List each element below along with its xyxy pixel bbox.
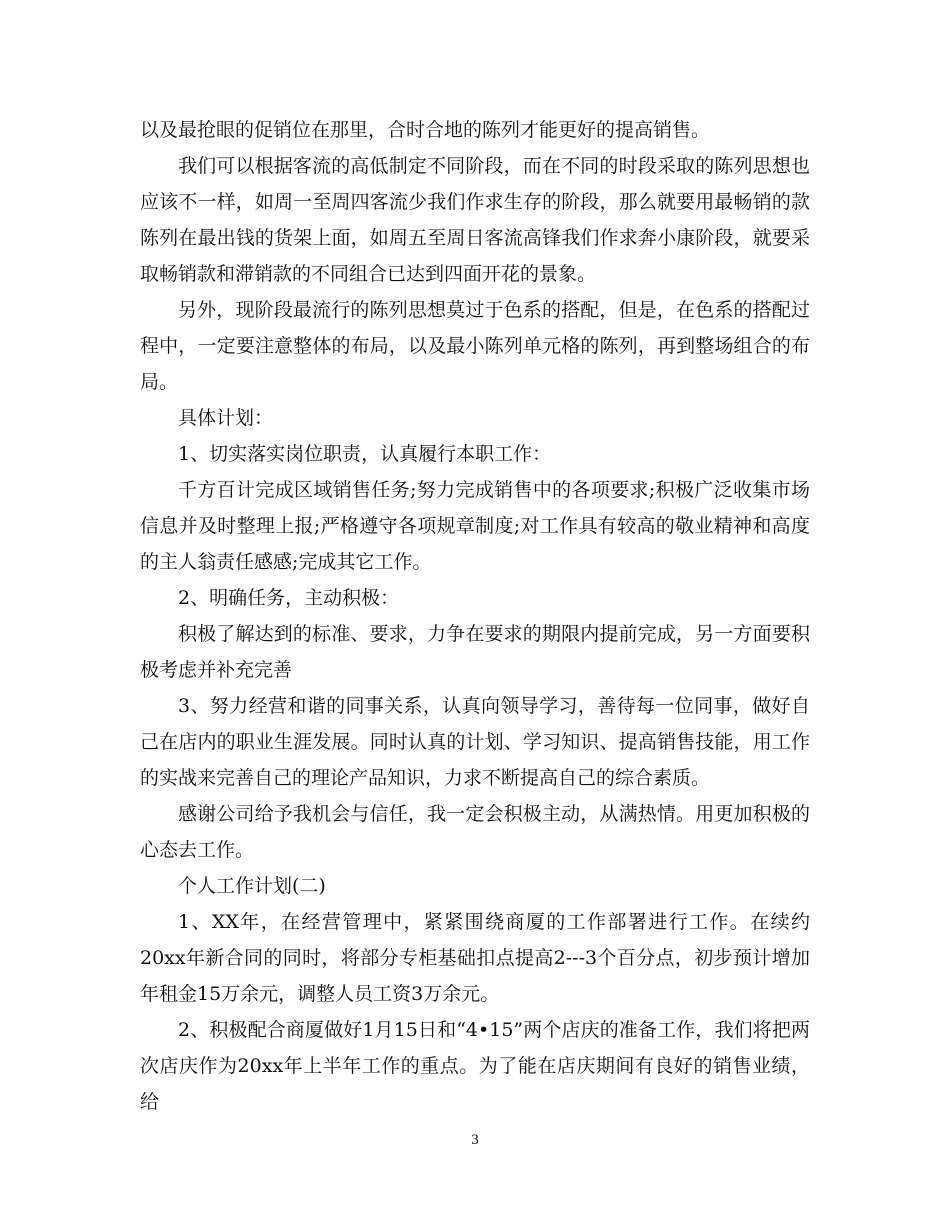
plan-two-item-2: 2、积极配合商厦做好1月15日和“4•15”两个店庆的准备工作，我们将把两次店庆作为20xx年上半年工作的重点。为了能在店庆期间有良好的销售业绩，给 xyxy=(140,1019,810,1113)
paragraph-continuation: 以及最抢眼的促销位在那里，合时合地的陈列才能更好的提高销售。 xyxy=(140,119,711,141)
paragraph-display-strategy: 我们可以根据客流的高低制定不同阶段，而在不同的时段采取的陈列思想也应该不一样，如周一至周四客流少我们作求生存的阶段，那么就要用最畅销的款陈列在最出钱的货架上面，如周五至周日客流高锋我们作求奔小康阶段，就要采取畅销款和滞销款的不同组合已达到四面开花的景象。 xyxy=(140,155,810,285)
paragraph-thanks: 感谢公司给予我机会与信任，我一定会积极主动，从满热情。用更加积极的心态去工作。 xyxy=(140,803,810,861)
list-item-3: 3、努力经营和谐的同事关系，认真向领导学习，善待每一位同事，做好自己在店内的职业生涯发展。同时认真的计划、学习知识、提高销售技能，用工作的实战来完善自己的理论产品知识，力求不断提高自己的综合素质。 xyxy=(140,695,810,789)
list-item-2-body: 积极了解达到的标准、要求，力争在要求的期限内提前完成，另一方面要积极考虑并补充完善 xyxy=(140,623,810,681)
section-title-plan-two: 个人工作计划(二) xyxy=(178,875,326,897)
page-number: 3 xyxy=(471,1132,479,1148)
plan-two-item-1: 1、XX年，在经营管理中，紧紧围绕商厦的工作部署进行工作。在续约20xx年新合同的同时，将部分专柜基础扣点提高2---3个百分点，初步预计增加年租金15万余元，调整人员工资3万余元。 xyxy=(140,911,810,1005)
heading-specific-plan: 具体计划： xyxy=(178,407,274,429)
list-item-1-body: 千方百计完成区域销售任务;努力完成销售中的各项要求;积极广泛收集市场信息并及时整理上报;严格遵守各项规章制度;对工作具有较高的敬业精神和高度的主人翁责任感感;完成其它工作。 xyxy=(140,479,810,573)
document-body xyxy=(140,112,810,1120)
list-item-1-heading: 1、切实落实岗位职责，认真履行本职工作： xyxy=(178,443,552,465)
list-item-2-heading: 2、明确任务，主动积极： xyxy=(178,587,400,609)
paragraph-color-matching: 另外，现阶段最流行的陈列思想莫过于色系的搭配，但是，在色系的搭配过程中，一定要注意整体的布局，以及最小陈列单元格的陈列，再到整场组合的布局。 xyxy=(140,299,810,393)
